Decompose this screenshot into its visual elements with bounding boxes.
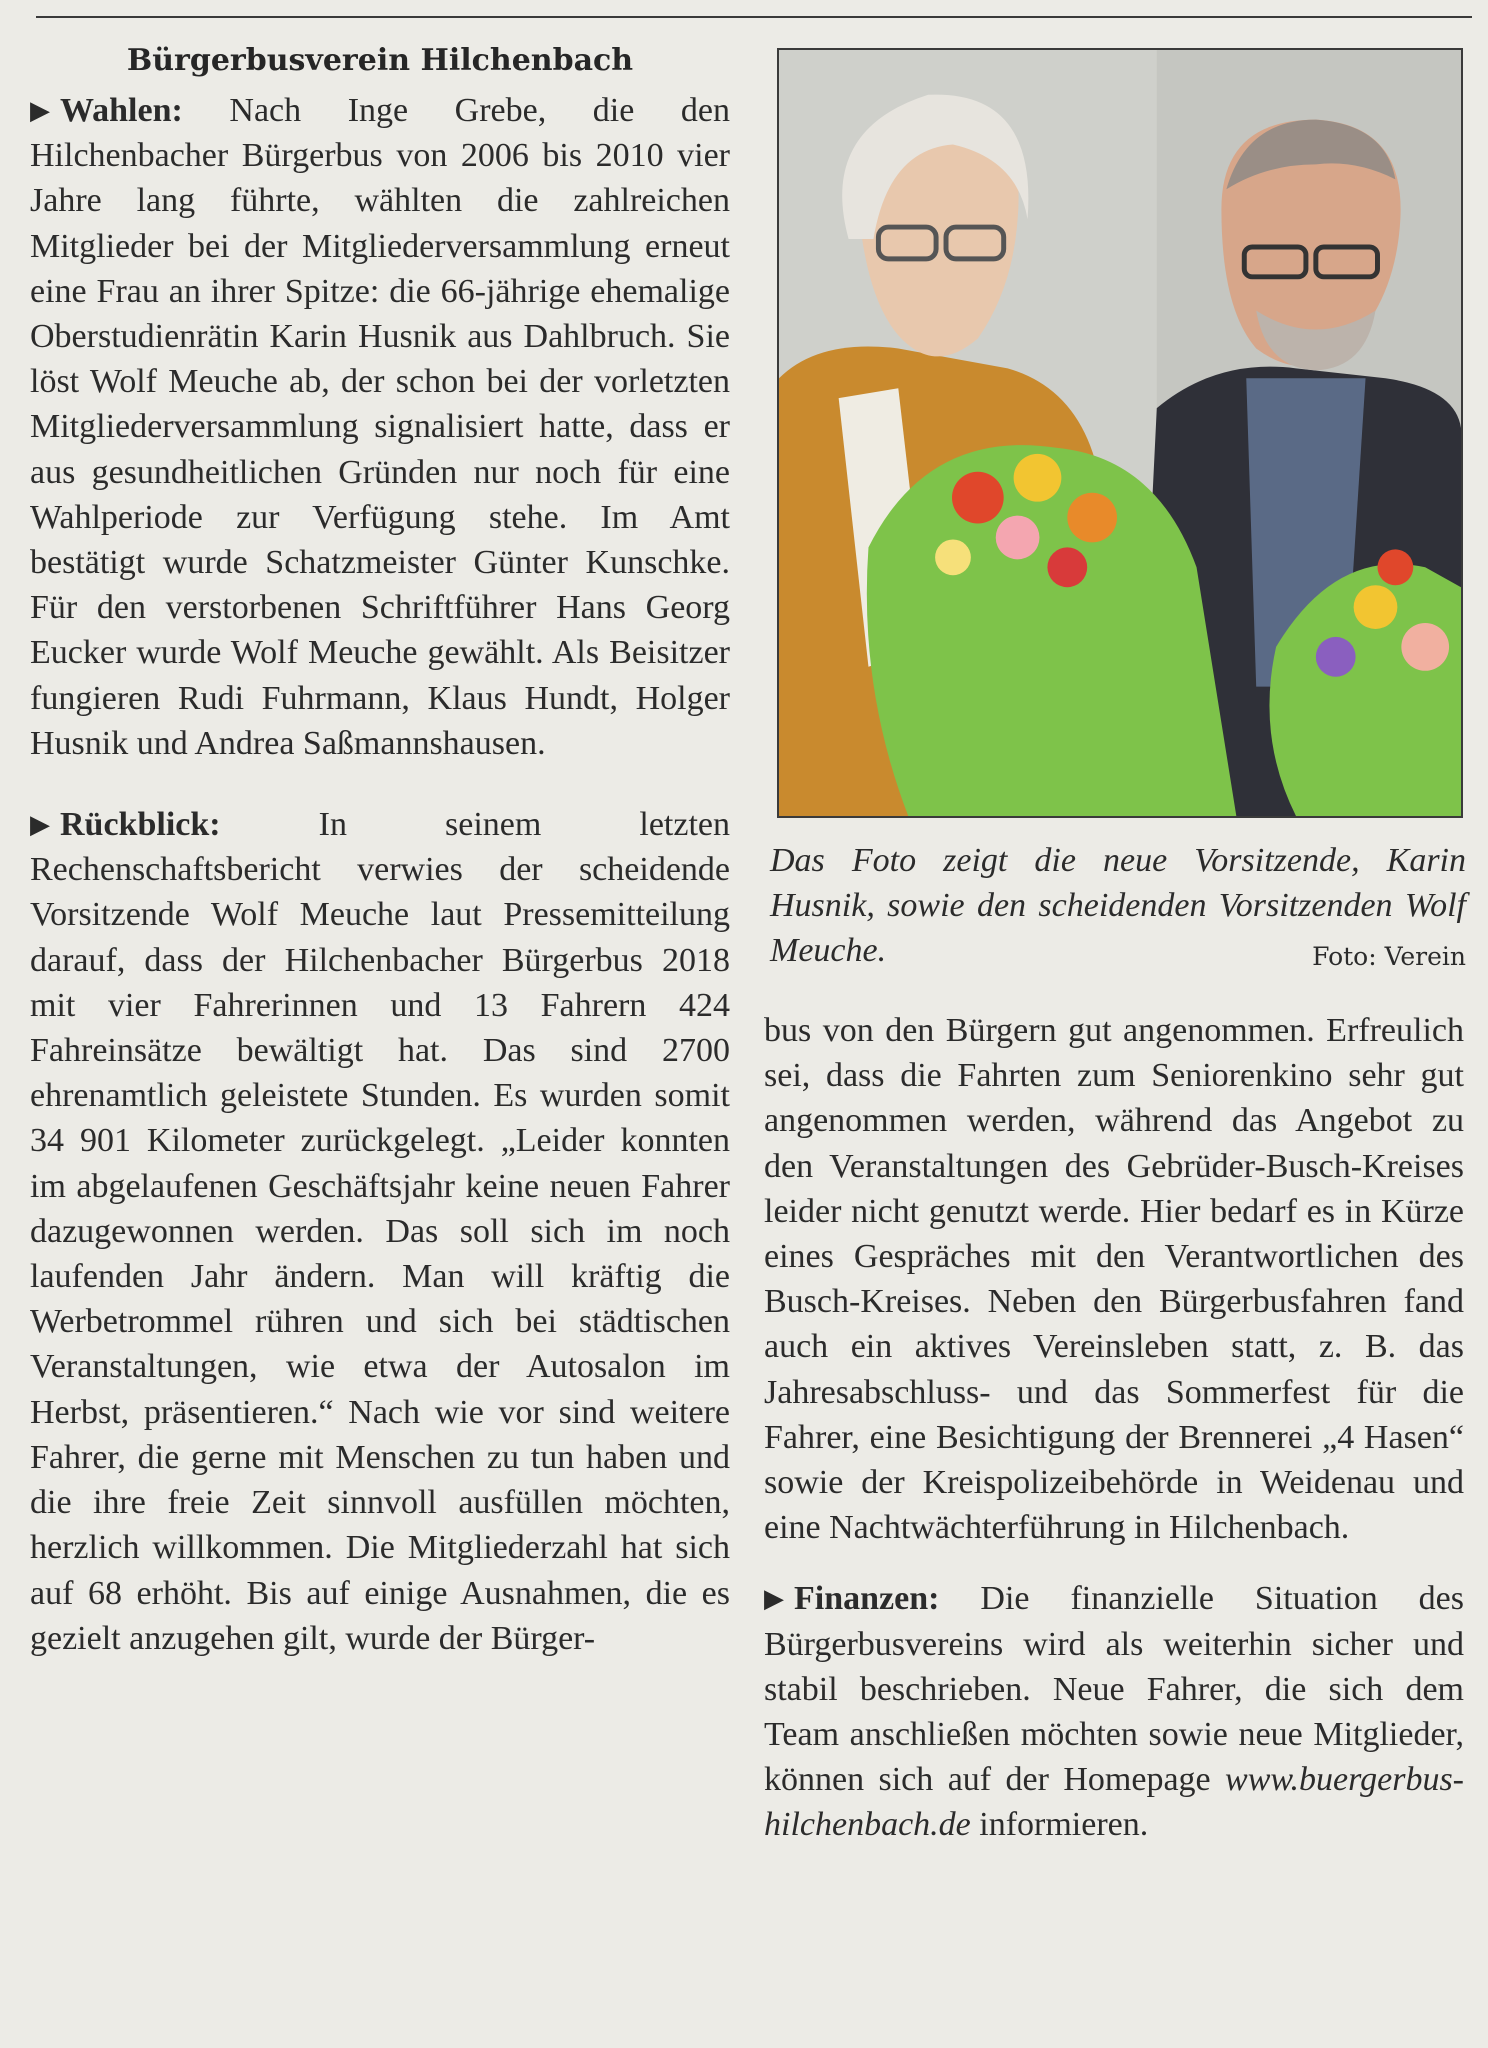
section-body: In seinem letzten Rechenschaftsbericht verwies der scheidende Vorsitzende Wolf Meuche laut Pressemitteilung darauf, dass der Hilchenbacher Bürgerbus 2018 mit vier Fahrerinnen und 13 Fahrern 424 Fahreinsätze bewältigt hat. Das sind 2700 ehrenamtlich geleistete Stunden. Es wurden somit 34 901 Kilometer zurückgelegt. „Leider konnten im abgelaufenen Geschäftsjahr keine neuen Fahrer dazugewonnen werden. Das soll sich im noch laufenden Jahr ändern. Man will kräftig die Werbetrommel rühren und sich bei städtischen Veranstaltungen, wie etwa der Autosalon im Herbst, präsentieren.“ Nach wie vor sind weitere Fahrer, die gerne mit Menschen zu tun haben und die ihre freie Zeit sinnvoll ausfüllen möchten, herzlich willkommen. Die Mitgliederzahl hat sich auf 68 erhöht. Bis auf einige Ausnahmen, die es gezielt anzugehen gilt, wurde der Bürger- [30, 806, 730, 1657]
section-lead: Wahlen: [60, 92, 183, 129]
triangle-bullet-icon: ▶ [30, 810, 50, 840]
section-wahlen [30, 88, 730, 766]
article-photo [777, 48, 1463, 818]
section-body: Die finanzielle Situation des Bürgerbusvereins wird als weiterhin sicher und stabil beschrieben. Neue Fahrer, die sich dem Team anschließen möchten sowie neue Mitglieder, können sich auf der Homepage [764, 1580, 1464, 1799]
section-body: bus von den Bürgern gut angenommen. Erfreulich sei, dass die Fahrten zum Seniorenkino sehr gut angenommen werden, während das Angebot zu den Veranstaltungen des Gebrüder-Busch-Kreises leider nicht genutzt werde. Hier bedarf es in Kürze eines Gespräches mit den Verantwortlichen des Busch-Kreises. Neben den Bürgerbusfahren fand auch ein aktives Vereinsleben statt, z. B. das Jahresabschluss- und das Sommerfest für die Fahrer, eine Besichtigung der Brennerei „4 Hasen“ sowie der Kreispolizeibehörde in Weidenau und eine Nachtwächterführung in Hilchenbach. [764, 1012, 1464, 1547]
caption-text: Das Foto zeigt die neue Vorsitzende, Karin Husnik, sowie den scheidenden Vorsitzenden Wolf Meuche. [770, 842, 1466, 969]
section-lead: Rückblick: [60, 806, 221, 844]
top-rule [36, 16, 1472, 18]
section-body: Nach Inge Grebe, die den Hilchenbacher Bürgerbus von 2006 bis 2010 vier Jahre lang führte, wählten die zahlreichen Mitglieder bei der Mitgliederversammlung erneut eine Frau an ihrer Spitze: die 66-jährige ehemalige Oberstudienrätin Karin Husnik aus Dahlbruch. Sie löst Wolf Meuche ab, der schon bei der vorletzten Mitgliederversammlung signalisiert hatte, dass er aus gesundheitlichen Gründen nur noch für eine Wahlperiode zur Verfügung stehe. Im Amt bestätigt wurde Schatzmeister Günter Kunschke. Für den verstorbenen Schriftführer Hans Georg Eucker wurde Wolf Meuche gewählt. Als Beisitzer fungieren Rudi Fuhrmann, Klaus Hundt, Holger Husnik und Andrea Saßmannshausen. [30, 92, 730, 762]
section-rueckblick-continued [764, 1008, 1464, 1550]
article-column-right [764, 1008, 1464, 1848]
article-column-left [30, 38, 730, 1661]
triangle-bullet-icon: ▶ [764, 1584, 784, 1614]
triangle-bullet-icon: ▶ [30, 96, 50, 125]
section-body-end: informieren. [979, 1806, 1149, 1844]
section-rueckblick [30, 802, 730, 1661]
homepage-link[interactable]: www.buergerbus-hilchenbach.de [764, 1761, 1464, 1844]
section-lead: Finanzen: [794, 1580, 940, 1618]
photo-caption [770, 838, 1466, 979]
photo-credit: Foto: Verein [1312, 942, 1466, 971]
photo-illustration [779, 50, 1461, 816]
section-finanzen [764, 1576, 1464, 1847]
article-headline: Bürgerbusverein Hilchenbach [126, 43, 634, 78]
